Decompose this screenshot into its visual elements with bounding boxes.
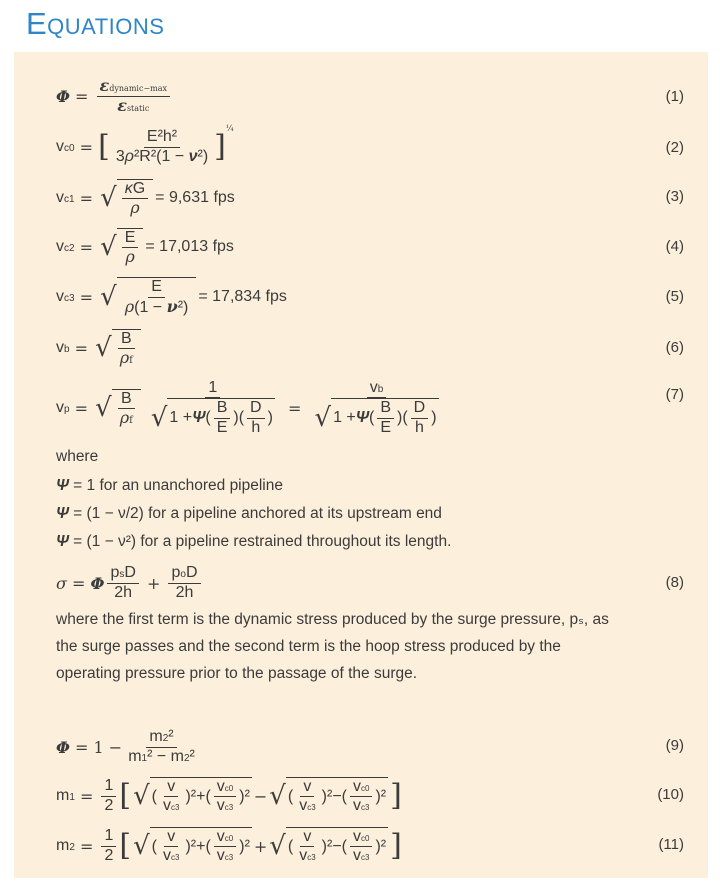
section-title: Equations [26,6,165,41]
eq8-explanation: where the first term is the dynamic stress produced by the surge pressure, pₛ, as the surge passes and the second term is the hoop stress produced by the operating pressure prior to the passage of the surge. [56,611,609,682]
equation-number: (10) [657,786,684,803]
psi-case: Ψ = (1 − ν²) for a pipeline restrained throughout its length. [56,533,452,550]
psi-case: Ψ = 1 for an unanchored pipeline [56,477,283,494]
eq3-result: = 9,631 fps [155,189,235,206]
equation-number: (5) [665,288,684,305]
equation-number: (4) [665,238,684,255]
equation-9: Φ = 1 − $\frac{\text{m2²}}{\text{m1² − m2²}}$ [56,728,195,765]
equation-number: (2) [665,139,684,156]
eq4-result: = 17,013 fps [145,238,234,255]
equation-number: (6) [665,339,684,356]
equation-number: (3) [665,188,684,205]
equation-6: vb = √ $\frac{B}{\rho f}$ [56,327,684,369]
equation-11: m2 = $\frac{1}{2}$ [ √ ( $\frac{v}{vc3}$ )²+( $\frac{vc0}{vc3}$ )² + √ ( $\frac{v}{vc3}$ )²−( $\frac{vc0}{vc3}$ )² ] [56,827,402,864]
equation-number: (9) [665,737,684,754]
equation-number: (7) [665,386,684,403]
equation-4: vc2 = √ $\frac{E}{\rho}$ = 17,013 fps [56,228,234,266]
equation-5: vc3 = √ $\frac{E}{\text{ρ(1 − ν²)}}$ = 17,834 fps [56,278,287,316]
equation-1: Φ = $\frac{\text{εdynamic−max}}{\text{εstatic}}$ [56,78,684,114]
equation-number: (1) [665,88,684,105]
equation-number: (8) [665,574,684,591]
psi-case: Ψ = (1 − ν/2) for a pipeline anchored at its upstream end [56,505,442,522]
eq5-result: = 17,834 fps [198,288,287,305]
equation-10: m1 = $\frac{1}{2}$ [ √ ( $\frac{v}{vc3}$ )²+( $\frac{vc0}{vc3}$ )² − √ ( $\frac{v}{vc3}$ )²−( $\frac{vc0}{vc3}$ )² ] [56,777,402,814]
equation-8: σ = Φ $\frac{\text{psD}}{2h}$ + $\frac{\text{poD}}{2h}$ [56,562,684,604]
where-label: where [56,448,99,465]
equation-number: (11) [658,836,684,853]
equation-3: vc1 = √ $\frac{\kappa G}{\rho}$ = 9,631 fps [56,179,235,217]
equation-7: vp = √ $\frac{B}{\rho f}$ 1 √ 1 + Ψ ( $\frac{B}{E}$ )( $\frac{D}{h}$ ) = vb √ 1 + Ψ ( $\frac{B}{E}$ )( $\frac{D}{h}$ ) [56,378,437,436]
equation-2: vc0 = [ $\frac{\text{E²h²}}{\text{3ρ²R²(1 − ν²)}}$ ] ¼ [56,124,234,165]
